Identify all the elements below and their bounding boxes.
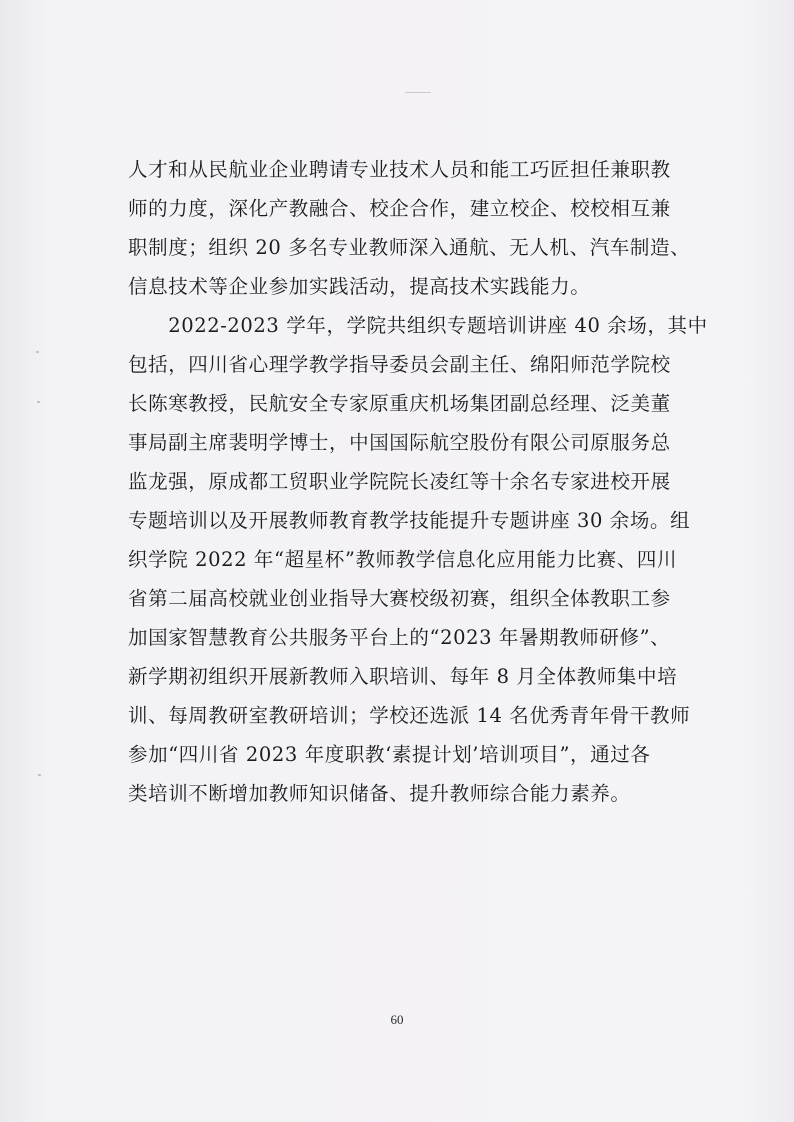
text-line: 新学期初组织开展新教师入职培训、每年 8 月全体教师集中培 <box>128 665 678 688</box>
scan-speck <box>38 774 41 776</box>
scan-speck <box>36 351 39 353</box>
text-line: 专题培训以及开展教师教育教学技能提升专题讲座 30 余场。组 <box>128 509 691 532</box>
text-line: 参加“四川省 2023 年度职教‘素提计划’培训项目”，通过各 <box>128 743 651 766</box>
paragraph-2 <box>128 306 724 813</box>
text-line: 类培训不断增加教师知识储备、提升教师综合能力素养。 <box>128 782 631 805</box>
text-line: 2022-2023 学年，学院共组织专题培训讲座 40 余场，其中 <box>128 314 708 337</box>
text-line: 省第二届高校就业创业指导大赛校级初赛，组织全体教职工参 <box>128 587 671 610</box>
text-line: 包括，四川省心理学教学指导委员会副主任、绵阳师范学院校 <box>128 353 671 376</box>
text-line: 职制度；组织 20 多名专业教师深入通航、无人机、汽车制造、 <box>128 236 691 259</box>
text-line: 事局副主席裴明学博士，中国国际航空股份有限公司原服务总 <box>128 431 671 454</box>
text-line: 监龙强，原成都工贸职业学院院长凌红等十余名专家进校开展 <box>128 470 671 493</box>
text-line: 信息技术等企业参加实践活动，提高技术实践能力。 <box>128 275 591 298</box>
scan-speck <box>37 401 40 403</box>
body-text <box>128 150 724 813</box>
text-line: 加国家智慧教育公共服务平台上的“2023 年暑期教师研修”、 <box>128 626 671 649</box>
paragraph-1 <box>128 150 724 306</box>
text-line: 人才和从民航业企业聘请专业技术人员和能工巧匠担任兼职教 <box>128 158 671 181</box>
header-rule <box>405 92 431 93</box>
text-line: 训、每周教研室教研培训；学校还选派 14 名优秀青年骨干教师 <box>128 704 691 727</box>
text-line: 师的力度，深化产教融合、校企合作，建立校企、校校相互兼 <box>128 197 671 220</box>
page-number: 60 <box>390 1012 404 1027</box>
text-line: 长陈寒教授，民航安全专家原重庆机场集团副总经理、泛美董 <box>128 392 671 415</box>
text-line: 织学院 2022 年“超星杯”教师教学信息化应用能力比赛、四川 <box>128 548 678 571</box>
